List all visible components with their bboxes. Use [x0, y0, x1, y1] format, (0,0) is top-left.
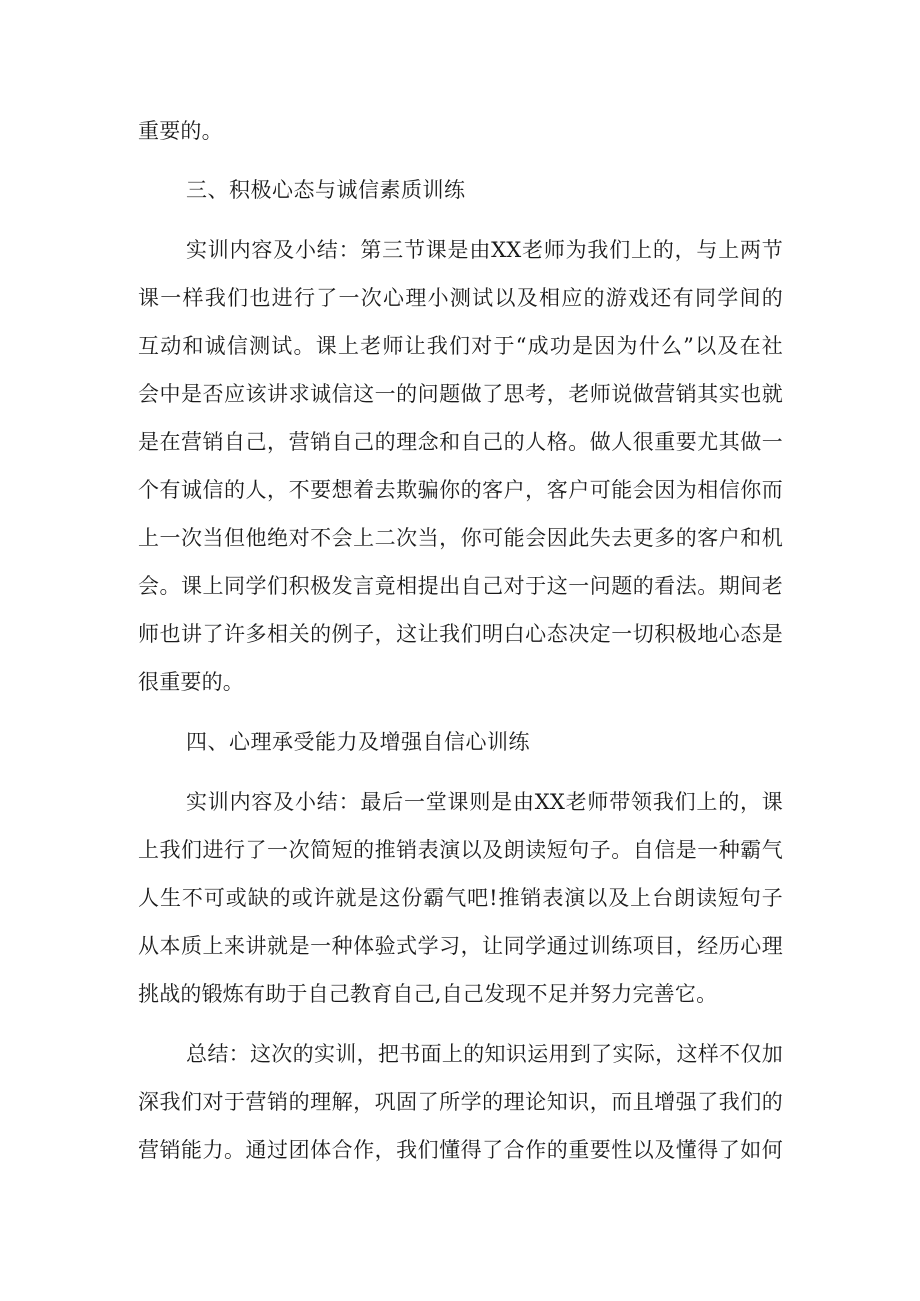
- summary-line: 营销能力。通过团体合作，我们懂得了合作的重要性以及懂得了如何: [138, 1138, 783, 1162]
- section-4-line: 挑战的锻炼有助于自己教育自己,自己发现不足并努力完善它。: [138, 982, 718, 1006]
- summary-line: 总结：这次的实训，把书面上的知识运用到了实际，这样不仅加: [186, 1042, 783, 1066]
- section-3-line: 师也讲了许多相关的例子，这让我们明白心态决定一切积极地心态是: [138, 622, 783, 646]
- section-3-line: 会。课上同学们积极发言竟相提出自己对于这一问题的看法。期间老: [138, 574, 783, 598]
- section-3-line: 个有诚信的人，不要想着去欺骗你的客户，客户可能会因为相信你而: [138, 478, 783, 502]
- section-3-line: 互动和诚信测试。课上老师让我们对于“成功是因为什么”以及在社: [138, 334, 783, 358]
- section-4-line: 人生不可或缺的或许就是这份霸气吧!推销表演以及上台朗读短句子: [138, 886, 783, 910]
- summary-line: 深我们对于营销的理解，巩固了所学的理论知识，而且增强了我们的: [138, 1090, 783, 1114]
- section-3-line: 是在营销自己，营销自己的理念和自己的人格。做人很重要尤其做一: [138, 430, 783, 454]
- section-3-line: 上一次当但他绝对不会上二次当，你可能会因此失去更多的客户和机: [138, 526, 783, 550]
- section-3-line: 很重要的。: [138, 670, 244, 694]
- section-4-line: 从本质上来讲就是一种体验式学习，让同学通过训练项目，经历心理: [138, 934, 783, 958]
- section-4-line: 实训内容及小结：最后一堂课则是由XX老师带领我们上的，课: [186, 790, 783, 814]
- section-3-heading: 三、积极心态与诚信素质训练: [186, 178, 466, 202]
- section-4-heading: 四、心理承受能力及增强自信心训练: [186, 730, 530, 754]
- section-4-line: 上我们进行了一次简短的推销表演以及朗读短句子。自信是一种霸气: [138, 838, 783, 862]
- intro-tail-line: 重要的。: [138, 119, 223, 143]
- section-3-line: 实训内容及小结：第三节课是由XX老师为我们上的，与上两节: [186, 238, 783, 262]
- section-3-line: 会中是否应该讲求诚信这一的问题做了思考，老师说做营销其实也就: [138, 382, 783, 406]
- section-3-line: 课一样我们也进行了一次心理小测试以及相应的游戏还有同学间的: [138, 286, 783, 310]
